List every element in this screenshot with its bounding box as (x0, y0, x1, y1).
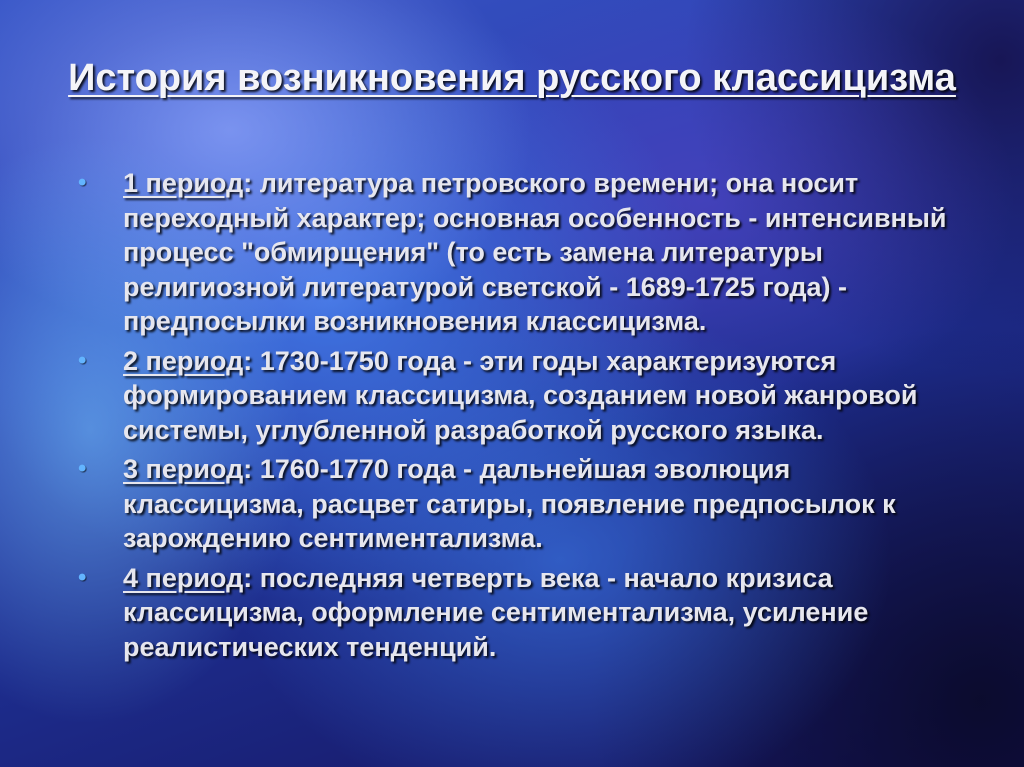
period-label: 2 период (123, 345, 244, 376)
period-label: 3 период (123, 454, 244, 484)
bullet-item-2 (78, 344, 978, 448)
bullet-item-4 (78, 561, 978, 665)
bullet-icon: • (78, 563, 87, 591)
bullet-icon: • (78, 455, 87, 482)
bullet-icon: • (78, 346, 87, 374)
period-description: : литература петровского времени; она носит переходный характер; основная особенность - интенсивный процесс "обмирщения" (то есть замена литературы религиозной литературой светской - 1689-1725 года) - предпосылки возникновения классицизма. (123, 168, 947, 336)
bullet-icon: • (78, 169, 87, 196)
period-description: : 1730-1750 года - эти годы характеризуются формированием классицизма, созданием новой жанровой системы, углубленной разработкой русского языка. (123, 345, 918, 445)
period-description: : 1760-1770 года - дальнейшая эволюция классицизма, расцвет сатиры, появление предпосылок к зарождению сентиментализма. (123, 454, 896, 553)
period-label: 4 период (123, 562, 244, 593)
slide-title: История возникновения русского классицизма (68, 57, 956, 99)
bullet-list (78, 166, 978, 669)
period-description: : последняя четверть века - начало кризиса классицизма, оформление сентиментализма, усиление реалистических тенденций. (123, 562, 869, 662)
bullet-item-3 (78, 452, 978, 556)
period-label: 1 период (123, 168, 244, 198)
bullet-item-1 (78, 166, 978, 339)
